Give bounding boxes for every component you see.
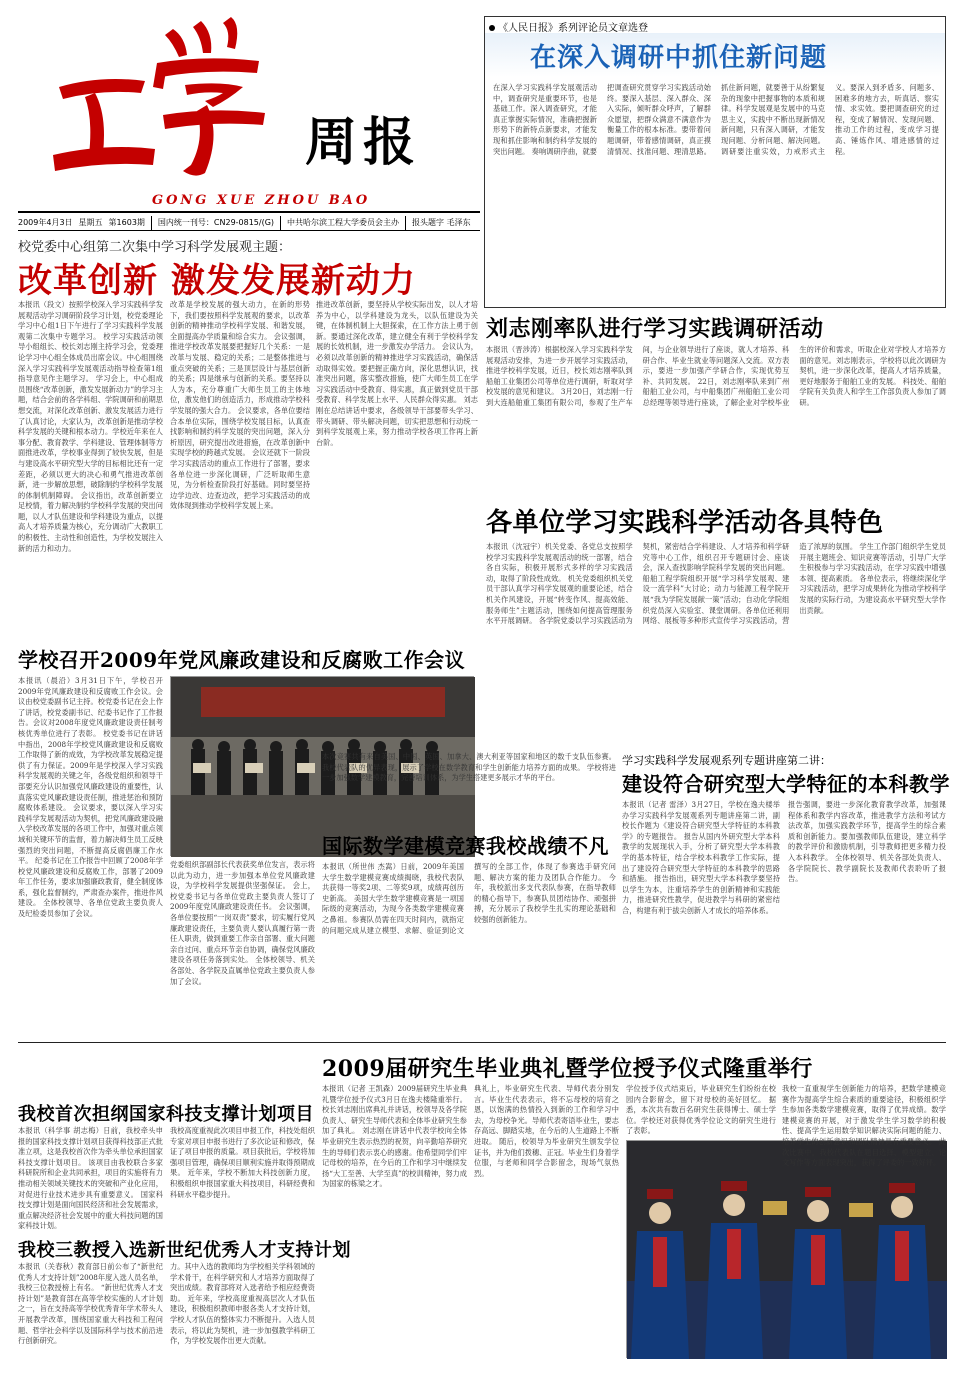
model-contest-headline: 国际数学建模竞赛我校战绩不凡 (322, 834, 609, 858)
lead-headline: 改革创新 激发发展新动力 (18, 261, 416, 301)
anticorruption-body: 本报讯（晨沿）3月31日下午，学校召开2009年党风廉政建设和反腐败工作会议。会议由校党委副书记主持。校党委书记在会上作了讲话，校党委副书记、纪委书记作了工作报告。会议对2008年度党风廉政建设责任制考核优秀单位进行了表彰。 校党委书记在讲话中指出，2008年学校党风廉政建设和反腐败工作取得了新的成效，为学校改革发展稳定提供了有力保证。2009年是学校深入学习实践科学发展观的关键之年，各级党组织和领导干部要充分认识加强党风廉政建设的重要性，认真落实党风廉政建设责任制，推进惩治和预防腐败体系建设。 会议要求，要以深入学习实践科学发展观活动为契机，把党风廉政建设融入学校改革发展的各项工作中，加强对重点领域和关键环节的监督，着力解决师生员工反映强烈的突出问题，不断提高反腐倡廉工作水平。 纪委书记在工作报告中回顾了2008年学校党风廉政建设和反腐败工作，部署了2009年工作任务，要求加强廉政教育，健全制度体系，强化监督制约，严肃查办案件，推进作风建设。 全体校领导、各单位党政主要负责人及纪检委员参加了会议。 (18, 676, 163, 919)
masthead (0, 0, 475, 270)
dateline-divider (280, 216, 281, 230)
model-contest-body-top: 本次竞赛共有来自美国、中国、英国、加拿大、澳大利亚等国家和地区的数千支队伍参赛。我校代表队的优异表现，展示了学校在数学教育和学生创新能力培养方面的成果。 学校将进一步加强数学建模教育，完善培训体系，为学生搭建更多展示才华的平台。 (322, 752, 616, 783)
tech-project-body-col1: 本报讯（科学事 胡志梅）日前，我校牵头申报的国家科技支撑计划项目获得科技部正式批准立项，这是我校首次作为牵头单位承担国家科技支撑计划项目。 该项目由我校联合多家科研院所和企业共同承担，项目的实施将有力推动相关领域关键技术的突破和产业化应用，对促进行业技术进步具有重要意义。 国家科技支撑计划是面向国民经济和社会发展需求，重点解决经济社会发展中的重大科技问题的国家科技计划。 (18, 1126, 163, 1231)
lecture-body-col1: 本报讯（记者 雷泽）3月27日，学校在逸夫楼举办学习实践科学发展观系列专题讲座第二讲，副校长作题为《建设符合研究型大学特征的本科教学》的专题报告。 报告从国内外研究型大学本科教学的发展现状入手，分析了研究型大学本科教学的基本特征，结合学校本科教学工作实际，提出了建设符合研究型大学特征的本科教学的思路和措施。 报告指出，研究型大学本科教学要坚持以学生为本，注重培养学生的创新精神和实践能力，推进研究性教学，促进教学与科研的紧密结合，构建有利于拔尖创新人才成长的培养体系。 (622, 800, 780, 915)
units-body: 本报讯（沈冠宇）机关党委、各党总支按照学校学习实践科学发展观活动的统一部署，结合各自实际，积极开展形式多样的学习实践活动，取得了阶段性成效。 机关党委组织机关党员干部认真学习科学发展观的重要论述，结合机关作风建设，开展“转变作风、提高效能、服务师生”主题活动，围绕如何提高管理服务水平开展调研。 各学院党委以学习实践活动为契机，紧密结合学科建设、人才培养和科学研究等中心工作，组织召开专题研讨会、座谈会，深入查找影响学院科学发展的突出问题。 船舶工程学院组织开展“学习科学发展观、建设一流学科”大讨论；动力与能源工程学院开展“我为学院发展献一策”活动；自动化学院组织党员深入实验室、课堂调研。各单位还利用网络、展板等多种形式宣传学习实践活动，营造了浓厚的氛围。 学生工作部门组织学生党员开展主题班会、知识竞赛等活动，引导广大学生积极参与学习实践活动，在学习实践中增强本领、提高素质。 各单位表示，将继续深化学习实践活动，把学习成果转化为推动学校科学发展的实际行动，为建设高水平研究型大学作出贡献。 (486, 542, 946, 626)
commentary-series-label (489, 19, 648, 34)
masthead-calligraphy-credit: 报头题字 毛泽东 (412, 218, 471, 227)
graduation-body-col3: 学位授予仪式结束后，毕业研究生们纷纷在校园内合影留念，留下对母校的美好回忆。 据悉，本次共有数百名研究生获得博士、硕士学位。学校还对获得优秀学位论文的研究生进行了表彰。 (626, 1084, 776, 1136)
commentary-headline: 在深入调研中抓住新问题 (530, 43, 828, 73)
tech-project-headline: 我校首次担纲国家科技支撑计划项目 (18, 1104, 314, 1125)
talent-body-col1: 本报讯（关春秋）教育部日前公布了“新世纪优秀人才支持计划”2008年度入选人员名单，我校三位教授榜上有名。 “新世纪优秀人才支持计划”是教育部在高等学校实施的人才计划之一，旨在支持高等学校优秀青年学术带头人开展教学改革，围绕国家重大科技和工程问题、哲学社会科学以及国际科学与技术前沿进行创新研究。 (18, 1262, 163, 1346)
section-divider (18, 1042, 946, 1043)
graduation-photo (626, 1140, 946, 1358)
lecture-headline: 建设符合研究型大学特征的本科教学 (622, 772, 950, 796)
commentary-box (484, 16, 946, 308)
issue-number: 第1603期 (108, 218, 145, 227)
graduation-headline: 2009届研究生毕业典礼暨学位授予仪式隆重举行 (322, 1056, 813, 1082)
issue-weekday: 星期五 (78, 218, 103, 227)
lead-body-col1: 本报讯（段文）按照学校深入学习实践科学发展观活动学习调研阶段学习计划，校党委理论学习中心组1日下午进行了学习实践科学发展观第二次集中专题学习。 校学习实践活动领导小组组长、校长刘志刚主持学习会，党委理论学习中心组全体成员出席会议。中心组围绕深入学习实践科学发展观活动指导检查第1组指导意见作主题学习。 学习会上，中心组成员围绕“改革创新，激发发展新动力”的学习主题，结合会前的各学科组、学院调研和前期思想交流，对深化改革创新、激发发展活力进行了认真讨论，大家认为，改革创新是推动学校科学发展的关键和根本动力。学校近年来在人事分配、教育教学、学科建设、管理体制等方面推进改革，学校事业得到了较快发展，但是与建设高水平研究型大学的目标相比还有一定差距，必须以更大的决心和勇气推进改革创新，进一步解放思想，破除制约学校科学发展的体制机制障碍。 会议指出，改革创新要立足校情，着力解决制约学校科学发展的突出问题，以人才队伍建设和学科建设为重点，以提高人才培养质量为核心，充分调动广大教职工的积极性、主动性和创造性，为学校发展注入新的活力和动力。 (18, 300, 163, 553)
bullet-icon (489, 25, 495, 31)
logo-calligraphy-graphic (45, 15, 270, 185)
research-headline: 刘志刚率队进行学习实践调研活动 (486, 316, 824, 342)
lecture-body-col2: 报告强调，要进一步深化教育教学改革，加强课程体系和教学内容改革，推进教学方法和考试方法改革，加强实践教学环节，提高学生的综合素质和创新能力。要加强教师队伍建设，建立科学的教学评价和激励机制，引导教师把更多精力投入本科教学。 全体校领导、机关各部处负责人、各学院院长、教学副院长及教师代表聆听了报告。 (788, 800, 946, 884)
graduation-body-col4: 我校一直重视学生创新能力的培养，把数学建模竞赛作为提高学生综合素质的重要途径，积极组织学生参加各类数学建模竞赛，取得了优异成绩。数学建模竞赛的开展，对于激发学生学习数学的积极性、提高学生运用数学知识解决实际问题的能力、培养学生的创新意识和团队精神具有重要意义。 此次比赛中，我校代表队在题目选择、模型建立、论文写作等方面表现突出，获得了评委的一致好评。 (782, 1084, 946, 1168)
units-headline: 各单位学习实践科学活动各具特色 (486, 508, 884, 538)
research-body: 本报讯（晋涉涛）根据校深入学习实践科学发展观活动安排，为进一步开展学习实践活动，推进学校科学发展，近日，校长刘志刚率队到船舶工业集团公司等单位进行调研，听取对学校发展的意见和建议。 3月20日，刘志刚一行到大连船舶重工集团有限公司，参观了生产车间，与企业领导进行了座谈，就人才培养、科研合作、毕业生就业等问题深入交流。双方表示，要进一步加强产学研合作，实现优势互补、共同发展。 22日，刘志刚率队来到广州船舶工业公司，与中船集团广州船舶工业公司总经理等领导进行座谈，了解企业对学校毕业生的评价和需求，听取企业对学校人才培养方面的意见。刘志刚表示，学校将以此次调研为契机，进一步深化改革，提高人才培养质量，更好地服务于船舶工业的发展。 科技处、船舶学院有关负责人和学生工作部负责人参加了调研。 (486, 345, 946, 407)
issue-cn-number: 国内统一刊号：CN29-0815/(G) (157, 218, 275, 227)
dateline-divider (405, 216, 406, 230)
commentary-body: 在深入学习实践科学发展观活动中，调查研究是重要环节，也是基础工作。深入调查研究，才能真正掌握实际情况，准确把握新形势下的新特点新要求，才能发现和抓住影响和制约科学发展的突出问题。 奏响调研序曲，就要把调查研究贯穿学习实践活动始终。要深入基层、深入群众、深入实际，倾听群众呼声，了解群众愿望，把群众满意不满意作为衡量工作的根本标准。要带着问题调研，带着感情调研，真正摸清情况、找准问题、理清思路。 抓住新问题，就要善于从纷繁复杂的现象中把握事物的本质和规律。科学发展观是发展中的马克思主义，实践中不断出现新情况新问题，只有深入调研，才能发现问题、分析问题、解决问题。 调研要注重实效，力戒形式主义。要深入到矛盾多、问题多、困难多的地方去，听真话、察实情、求实效。要把调查研究的过程，变成了解情况、发现问题、推动工作的过程，变成学习提高、锤炼作风、增进感情的过程。 (493, 83, 939, 156)
lead-body-col2: 改革是学校发展的强大动力，在新的形势下，我们要按照科学发展观的要求，以改革创新的精神推动学校科学发展、和谐发展，全面提高办学质量和综合实力。 会议强调，推进学校改革发展要把握好几个关系：一是改革与发展、稳定的关系；二是整体推进与重点突破的关系；三是顶层设计与基层创新的关系；四是继承与创新的关系。要坚持以人为本，充分尊重广大师生员工的主体地位，激发他们的创造活力，形成推动学校科学发展的强大合力。 会议要求，各单位要结合本单位实际，围绕学校发展目标，认真查找影响和制约科学发展的突出问题，深入分析原因，研究提出改进措施，在改革创新中实现学校的跨越式发展。 会议还就下一阶段学习实践活动的重点工作进行了部署，要求各单位进一步深化调研，广泛听取师生意见，为分析检查阶段打好基础。同时要坚持边学边改、边查边改，把学习实践活动的成效体现到推动学校科学发展上来。 (170, 300, 310, 511)
anticorruption-headline: 学校召开2009年党风廉政建设和反腐败工作会议 (18, 648, 466, 672)
dateline-divider (151, 216, 152, 230)
tech-project-body-col2: 我校高度重视此次项目申报工作，科技处组织专家对项目申报书进行了多次论证和修改，保证了项目申报的质量。项目获批后，学校将加强项目管理，确保项目顺利实施并取得预期成果。 近年来，学校不断加大科技创新力度，积极组织申报国家重大科技项目，科研经费和科研水平稳步提升。 (170, 1126, 315, 1199)
anticorruption-body-cont: 党委组织部副部长代表获奖单位发言，表示将以此为动力，进一步加强本单位党风廉政建设，为学校科学发展提供坚强保证。 会上，校党委书记与各单位党政主要负责人签订了2009年度党风廉政建设责任书。 会议强调，各单位要按照“一岗双责”要求，切实履行党风廉政建设责任，主要负责人要认真履行第一责任人职责，做到重要工作亲自部署、重大问题亲自过问、重点环节亲自协调，确保党风廉政建设各项任务落到实处。 全体校领导、机关各部处、各学院及直属单位党政主要负责人参加了会议。 (170, 860, 315, 986)
issue-date: 2009年4月3日 (18, 218, 73, 227)
masthead-dateline (18, 211, 480, 231)
lead-kicker: 校党委中心组第二次集中学习科学发展观主题： (18, 240, 292, 255)
masthead-pinyin: GONG XUE ZHOU BAO (152, 193, 371, 208)
model-contest-body: 本报讯（所世伟 杰嵩）日前，2009年美国大学生数学建模竞赛成绩揭晓，我校代表队共获得一等奖2项、二等奖9项，成绩再创历史新高。 美国大学生数学建模竞赛是一项国际级的竞赛活动，为现今各类数学建模竞赛之鼻祖。参赛队员需在四天时间内，就指定的问题完成从建立模型、求解、验证到论文撰写的全部工作，体现了参赛选手研究问题、解决方案的能力及团队合作能力。 今年，我校派出多支代表队参赛，在指导教师的精心指导下，参赛队员团结协作、顽强拼搏，充分展示了我校学生扎实的理论基础和较强的创新能力。 (322, 862, 616, 935)
publisher-name: 中共哈尔滨工程大学委员会主办 (287, 218, 400, 227)
lead-body-col3: 推进改革创新，要坚持从学校实际出发，以人才培养为中心，以学科建设为龙头，以队伍建设为关键，在体制机制上大胆探索，在工作方法上勇于创新。要通过深化改革，建立健全有利于学校科学发展的长效机制，进一步激发办学活力。 会议认为，必须以改革创新的精神推进学习实践活动，确保活动取得实效。要把握正确方向，深化思想认识，找准突出问题，落实整改措施，使广大师生员工在学习实践活动中受教育、得实惠，真正做到党员干部受教育、科学发展上水平、人民群众得实惠。 刘志刚在总结讲话中要求，各级领导干部要带头学习、带头调研、带头解决问题，切实把思想和行动统一到科学发展观上来，努力推动学校各项工作再上新台阶。 (316, 300, 478, 447)
graduation-body-col2: 典礼上，毕业研究生代表、导师代表分别发言。毕业生代表表示，将不忘母校的培育之恩，以饱满的热情投入到新的工作和学习中去，为母校争光。导师代表寄语毕业生，要志存高远、脚踏实地，在今后的人生道路上不断进取。 随后，校领导为毕业研究生颁发学位证书，并为他们拨穗、正冠。毕业生们身着学位服，与老师和同学合影留念，现场气氛热烈。 (474, 1084, 619, 1178)
commentary-series-text: 《人民日报》系列评论员文章选登 (498, 23, 648, 34)
talent-headline: 我校三教授入选新世纪优秀人才支持计划 (18, 1240, 351, 1261)
masthead-calligraphy-logo (45, 15, 270, 185)
masthead-weekly-title: 周报 (305, 112, 422, 173)
talent-body-col2: 力。其中入选的教师均为学校相关学科领域的学术骨干，在科学研究和人才培养方面取得了突出成绩。教育部将对入选者给予相应经费资助。 近年来，学校高度重视高层次人才队伍建设，积极组织教师申报各类人才支持计划，学校人才队伍的整体实力不断提升。入选人员表示，将以此为契机，进一步加强教学科研工作，为学校发展作出更大贡献。 (170, 1262, 315, 1346)
graduation-body-col1: 本报讯（记者 王凯森）2009届研究生毕业典礼暨学位授予仪式3月日在逸夫楼隆重举行。校长刘志刚出席典礼并讲话，校领导及各学院负责人、研究生导师代表和全体毕业研究生参加了典礼。 刘志刚在讲话中代表学校向全体毕业研究生表示热烈的祝贺，向辛勤培养研究生的导师们表示衷心的感谢。他希望同学们牢记母校的培养，在今后的工作和学习中继续发扬“大工至善、大学至真”的校训精神，努力成为国家的栋梁之才。 (322, 1084, 467, 1189)
lecture-series-label: 学习实践科学发展观系列专题讲座第二讲： (622, 754, 831, 767)
graduation-ceremony-graphic (627, 1141, 947, 1359)
